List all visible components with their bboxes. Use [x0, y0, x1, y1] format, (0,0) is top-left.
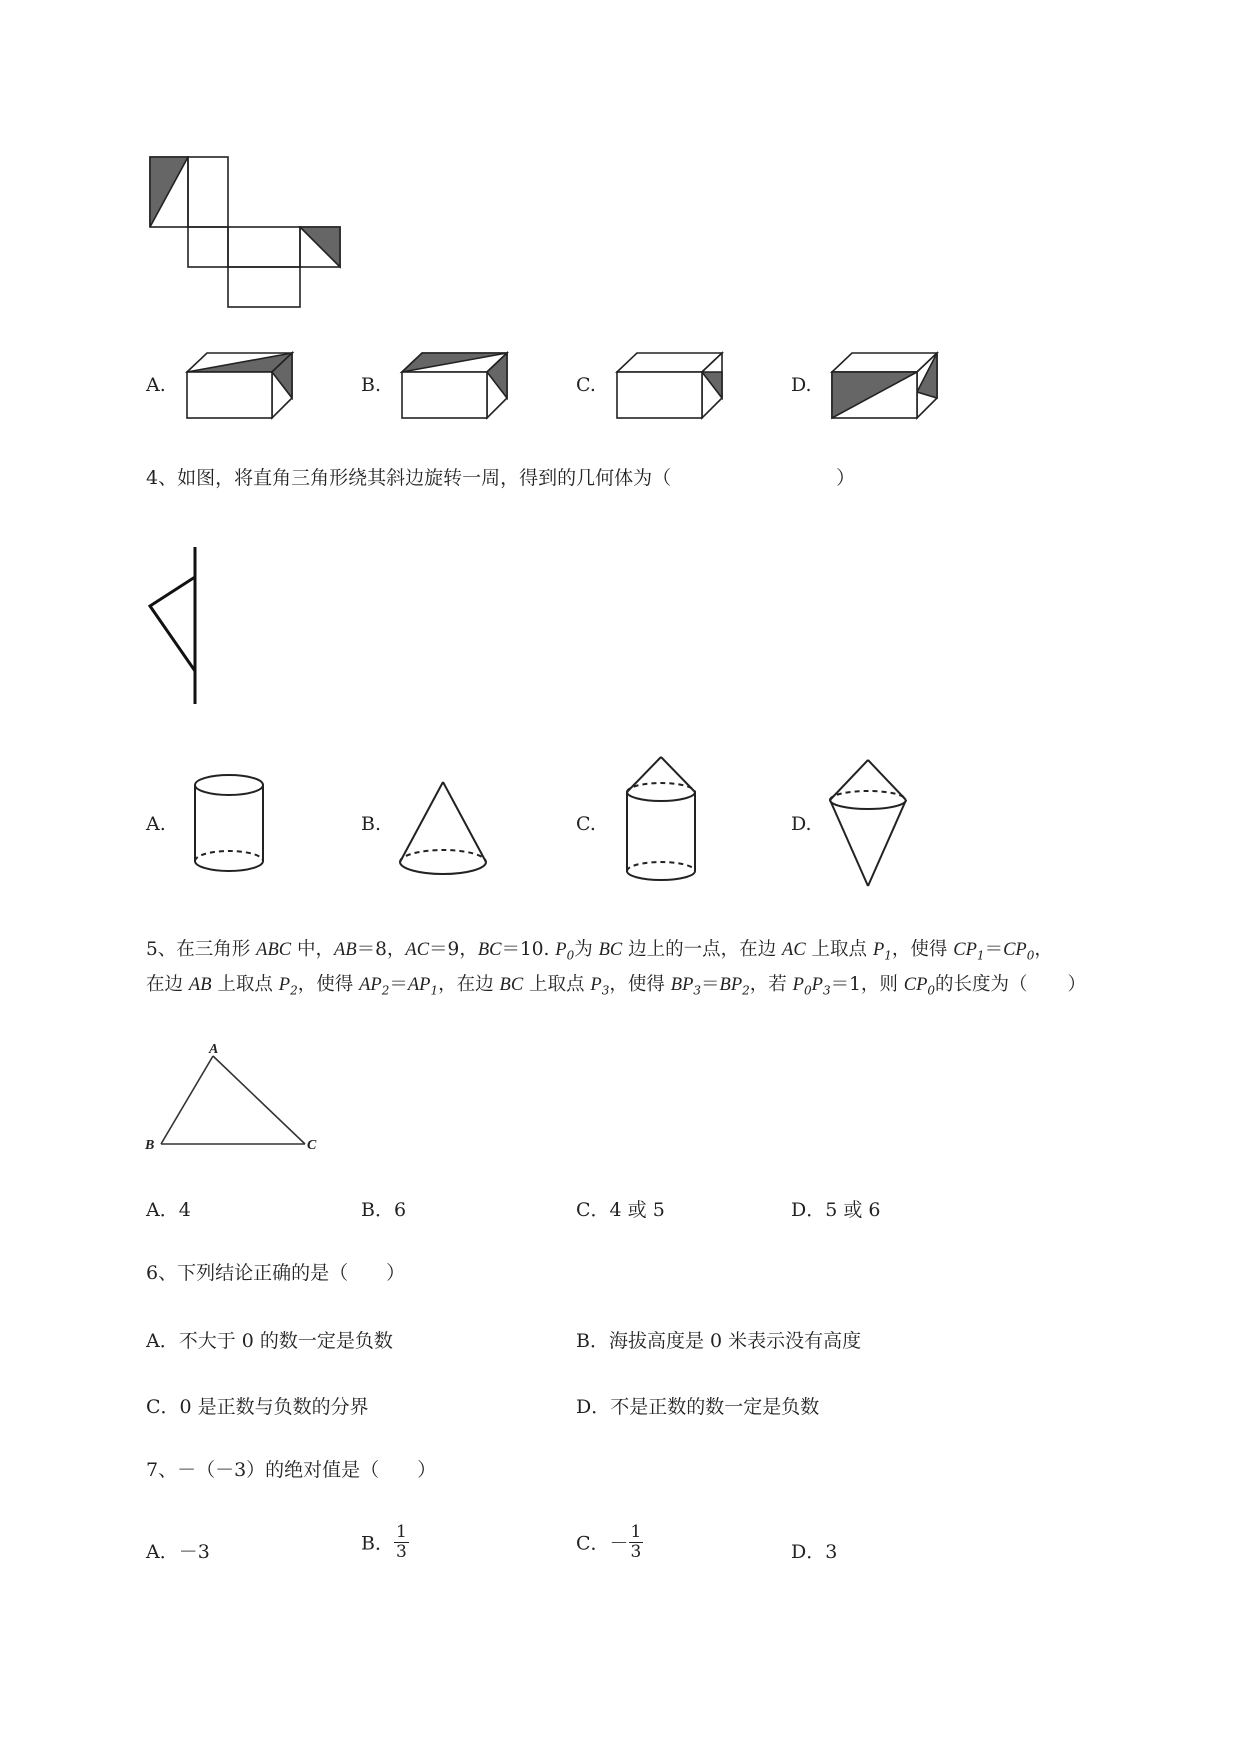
- q5-stem-line1: [146, 937, 1053, 964]
- q5-option-c[interactable]: C．4 或 5: [576, 1199, 665, 1221]
- q3-option-a-figure: [182, 350, 302, 430]
- q5-var: BC: [477, 940, 502, 960]
- q5-var: AC: [782, 940, 806, 960]
- q5-text: 中，: [291, 939, 335, 960]
- q7-option-b-fraction: [394, 1523, 409, 1561]
- q5-text: ＝: [984, 939, 1004, 960]
- q6-option-c[interactable]: C．0 是正数与负数的分界: [146, 1396, 369, 1418]
- q5-var: P: [811, 975, 823, 995]
- fraction-numerator: 1: [630, 1522, 642, 1542]
- right-triangle-figure: [146, 547, 226, 717]
- q5-text: 上取点: [211, 974, 279, 995]
- q5-text: 为: [574, 939, 599, 960]
- q6-option-d[interactable]: D．不是正数的数一定是负数: [576, 1396, 820, 1418]
- q5-text: ，使得: [297, 974, 360, 995]
- q5-sub: 0: [566, 948, 575, 963]
- q4-option-d-double-cone: [828, 758, 918, 893]
- q5-sub: 2: [381, 983, 390, 998]
- q5-sub: 3: [693, 983, 702, 998]
- q5-var: CP: [953, 940, 977, 960]
- q5-text: ＝9，: [429, 939, 478, 960]
- q7-option-c-label: C．－: [576, 1532, 629, 1555]
- q5-text: ，若: [749, 974, 793, 995]
- q7-option-b[interactable]: [361, 1523, 409, 1561]
- q4-option-d[interactable]: D.: [791, 813, 812, 835]
- q5-text: ，使得: [609, 974, 671, 995]
- q7-option-c-fraction: [629, 1523, 644, 1561]
- q5-number: 5、: [146, 939, 177, 960]
- q6-option-b[interactable]: B．海拔高度是 0 米表示没有高度: [576, 1330, 862, 1352]
- q5-var: AP: [359, 975, 382, 995]
- q4-close: ）: [836, 467, 856, 489]
- q7-option-d[interactable]: D．3: [791, 1541, 838, 1563]
- q3-option-a[interactable]: A.: [146, 374, 166, 396]
- q4-option-a-cylinder: [193, 772, 273, 882]
- q5-var: ABC: [256, 940, 292, 960]
- q5-var: CP: [1003, 940, 1027, 960]
- fraction-denominator: 3: [395, 1541, 407, 1562]
- q4-option-b[interactable]: B.: [361, 813, 382, 835]
- vertex-c-label: C: [307, 1138, 317, 1153]
- q5-var: AB: [188, 975, 212, 995]
- fraction-denominator: 3: [630, 1541, 642, 1562]
- q5-var: AP: [407, 975, 431, 995]
- q5-text: 的长度为（: [935, 974, 1028, 995]
- q5-text: ，: [1034, 939, 1053, 960]
- q5-text: 边上的一点，在边: [622, 939, 783, 960]
- q5-sub: 0: [803, 983, 812, 998]
- q3-option-b[interactable]: B.: [361, 374, 382, 396]
- q5-var: P: [278, 975, 291, 995]
- vertex-b-label: B: [145, 1138, 155, 1153]
- q5-var: BC: [499, 975, 524, 995]
- q4-number: 4、: [146, 467, 178, 489]
- q5-var: P: [872, 940, 885, 960]
- q5-stem-line2: [146, 972, 1086, 999]
- q5-text: ＝: [389, 974, 408, 995]
- q4-stem: [146, 465, 855, 492]
- q5-var: P: [792, 975, 804, 995]
- q7-text: 7、－（－3）的绝对值是（: [146, 1459, 380, 1481]
- q5-sub: 1: [430, 983, 439, 998]
- q5-sub: 3: [822, 983, 831, 998]
- q3-option-b-figure: [397, 350, 517, 430]
- q5-sub: 2: [290, 983, 298, 998]
- q5-var: P: [590, 975, 602, 995]
- q4-text: 如图，将直角三角形绕其斜边旋转一周，得到的几何体为（: [177, 467, 672, 489]
- q5-text: 在边: [146, 974, 189, 995]
- q5-sub: 1: [976, 948, 985, 963]
- q5-sub: 1: [884, 948, 892, 963]
- q4-option-b-cone: [398, 780, 498, 890]
- q4-option-c-cylinder-cone: [623, 755, 713, 895]
- q5-option-a[interactable]: A．4: [146, 1199, 191, 1221]
- q4-option-a[interactable]: A.: [146, 813, 166, 835]
- q5-option-d[interactable]: D．5 或 6: [791, 1199, 881, 1221]
- q6-close: ）: [386, 1262, 406, 1284]
- q5-text: ＝: [701, 974, 720, 995]
- q7-close: ）: [417, 1459, 437, 1481]
- q5-text: 上取点: [523, 974, 591, 995]
- q5-close: ）: [1067, 974, 1087, 995]
- vertex-a-label: A: [209, 1042, 219, 1057]
- fraction-numerator: 1: [395, 1522, 407, 1542]
- q3-option-c-figure: [612, 350, 732, 430]
- q7-option-b-label: B．: [361, 1532, 394, 1555]
- q5-var: BC: [598, 940, 623, 960]
- q3-option-c[interactable]: C.: [576, 374, 596, 396]
- q3-option-d-figure: [827, 350, 947, 430]
- q5-text: ，在边: [438, 974, 500, 995]
- q5-text: 在三角形: [176, 939, 257, 960]
- q5-sub: 0: [1026, 948, 1035, 963]
- q6-stem: [146, 1260, 405, 1287]
- q7-option-c[interactable]: [576, 1523, 643, 1561]
- q6-text: 6、下列结论正确的是（: [146, 1262, 349, 1284]
- q5-var: AC: [405, 940, 430, 960]
- q6-option-a[interactable]: A．不大于 0 的数一定是负数: [146, 1330, 393, 1352]
- q4-option-c[interactable]: C.: [576, 813, 596, 835]
- q3-option-d[interactable]: D.: [791, 374, 812, 396]
- q5-var: P: [555, 940, 567, 960]
- q5-sub: 3: [601, 983, 610, 998]
- q5-var: BP: [670, 975, 694, 995]
- q5-sub: 2: [742, 983, 750, 998]
- q5-var: AB: [334, 940, 357, 960]
- q5-text: ，使得: [891, 939, 954, 960]
- q5-text: ＝1，则: [830, 974, 904, 995]
- q7-stem: [146, 1457, 436, 1484]
- q5-text: ＝10.: [501, 939, 556, 960]
- q5-text: ＝8，: [356, 939, 406, 960]
- q5-text: 上取点: [805, 939, 873, 960]
- q5-option-b[interactable]: B．6: [361, 1199, 407, 1221]
- q5-sub: 0: [927, 983, 936, 998]
- q5-var: CP: [903, 975, 928, 995]
- q5-var: BP: [719, 975, 743, 995]
- q7-option-a[interactable]: A．－3: [146, 1541, 210, 1563]
- triangle-abc-figure: [140, 1040, 320, 1153]
